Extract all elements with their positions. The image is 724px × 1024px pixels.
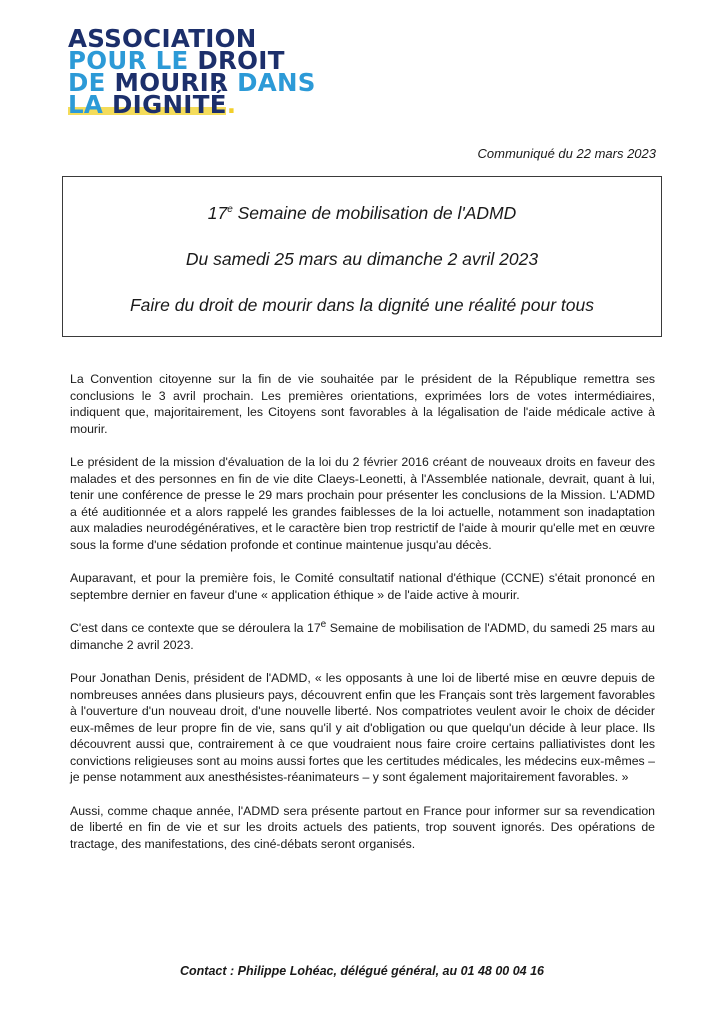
paragraph-1: La Convention citoyenne sur la fin de vie souhaitée par le président de la République remettra ses conclusions le 3 avril prochain. Les premières orientations, exprimées lors de votes intermédiaires, indiquent que, majoritairement, les Citoyens sont favorables à la légalisation de l'aide médicale active à mourir. [70,372,655,436]
release-date: Communiqué du 22 mars 2023 [477,146,656,161]
body-text [70,371,655,869]
logo-line-3: DE MOURIR DANS [68,68,316,97]
title-line-3: Faire du droit de mourir dans la dignité une réalité pour tous [129,295,594,315]
admd-logo [68,24,316,119]
logo-line-2: POUR LE DROIT [68,46,285,75]
paragraph-2: Le président de la mission d'évaluation de la loi du 2 février 2016 créant de nouveaux droits en faveur des malades et des personnes en fin de vie dite Claeys-Leonetti, à l'Assemblée nationale, devrait, quant à lui, tenir une conférence de presse le 29 mars prochain pour présenter les conclusions de la Mission. L'ADMD a été auditionnée et a alors rappelé les grandes faiblesses de la loi actuelle, notamment son inadaptation aux maladies neurodégénératives, et le caractère bien trop restrictif de l'aide à mourir qu'elle met en œuvre sous la forme d'une sédation profonde et continue maintenue jusqu'au décès. [70,455,655,552]
paragraph-6: Aussi, comme chaque année, l'ADMD sera présente partout en France pour informer sur sa revendication de liberté en fin de vie et sur les droits actuels des patients, trop souvent ignorés. Des opérations de tractage, des manifestations, des ciné-débats seront organisés. [70,803,655,851]
paragraph-5: Pour Jonathan Denis, président de l'ADMD, « les opposants à une loi de liberté mise en œuvre depuis de nombreuses années dans plusieurs pays, découvrent enfin que les Français sont très largement favorables à l'ouverture d'un nouveau droit, d'une nouvelle liberté. Nos compatriotes veulent avoir le choix de décider eux-mêmes de leur propre fin de vie, sans qu'il y ait d'obligation ou que quelqu'un décide à leur place. Ils découvrent aussi que, contrairement à ce que voudraient nous faire croire certains palliativistes dont les convictions religieuses sont au moins aussi fortes que les certitudes médicales, les médecins eux-mêmes – je pense notamment aux anesthésistes-réanimateurs – y sont également majoritairement favorables. » [70,671,655,784]
contact-line: Contact : Philippe Lohéac, délégué général, au 01 48 00 04 16 [179,964,545,978]
logo-line-4: LA DIGNITÉ. [68,90,237,119]
title-box [62,176,662,337]
paragraph-4: C'est dans ce contexte que se déroulera la 17e Semaine de mobilisation de l'ADMD, du samedi 25 mars au dimanche 2 avril 2023. [70,618,655,652]
title-line-1: 17e Semaine de mobilisation de l'ADMD [207,203,517,223]
paragraph-3: Auparavant, et pour la première fois, le Comité consultatif national d'éthique (CCNE) s'était prononcé en septembre dernier en faveur d'une « application éthique » de l'aide active à mourir. [70,571,655,602]
logo-line-1: ASSOCIATION [68,24,257,53]
title-line-2: Du samedi 25 mars au dimanche 2 avril 2023 [185,249,539,269]
